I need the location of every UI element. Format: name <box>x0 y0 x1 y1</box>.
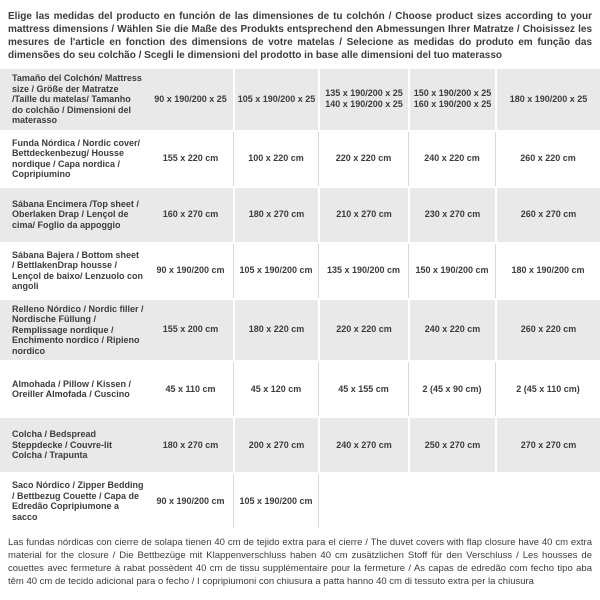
size-value: 210 x 270 cm <box>336 209 392 219</box>
size-value: 180 x 190/200 x 25 <box>509 93 588 104</box>
size-value: 105 x 190/200 cm <box>239 495 313 506</box>
size-cell <box>233 69 318 130</box>
table-row <box>0 474 600 528</box>
size-cell <box>318 132 408 186</box>
size-value: 260 x 270 cm <box>520 209 577 219</box>
size-cell <box>495 418 600 472</box>
row-label: Sábana Encimera /Top sheet / Oberlaken Drap / Lençol de cima/ Foglio da appoggio <box>12 198 139 230</box>
size-value: 2 (45 x 110 cm) <box>516 383 580 394</box>
size-value: 240 x 220 cm <box>424 324 481 335</box>
size-value: 220 x 220 cm <box>335 153 392 163</box>
row-label: Colcha / Bedspread Steppdecke / Couvre-lit Colcha / Trapunta <box>12 429 113 461</box>
size-value: 200 x 270 cm <box>248 439 305 450</box>
row-label: Almohada / Pillow / Kissen / Oreiller Almofada / Cuscino <box>12 378 132 399</box>
size-cell <box>318 362 408 416</box>
size-cell <box>495 362 600 416</box>
row-label: Relleno Nórdico / Nordic filler / Nordische Füllung / Remplissage nordique / Enchimento nordico / Ripieno nordico <box>12 303 144 356</box>
size-value: 260 x 220 cm <box>520 324 577 335</box>
size-cell <box>495 474 600 528</box>
size-value: 270 x 270 cm <box>520 439 577 450</box>
size-value: 155 x 220 cm <box>162 153 219 163</box>
table-row <box>0 69 600 130</box>
size-value: 240 x 270 cm <box>336 439 392 450</box>
table-row <box>0 418 600 472</box>
intro-paragraph: Elige las medidas del producto en función de las dimensiones de tu colchón / Choose product sizes according to your mattress dimensions / Wählen Sie die Maße des Produkts entsprechend den Abmessungen Ihrer Matratze / Choisissez les mesures de l'article en fonction des dimensions de votre matelas / Selecione as medidas do produto em função das dimensões do seu colchão / Scegli le dimensioni del prodotto in base alle dimensioni del tuo materasso <box>8 11 592 61</box>
size-value: 180 x 220 cm <box>248 324 305 335</box>
size-cell <box>318 474 408 528</box>
size-cell <box>233 474 318 528</box>
size-value: 45 x 155 cm <box>338 383 389 394</box>
size-value: 180 x 270 cm <box>162 439 219 450</box>
size-cell <box>408 69 495 130</box>
size-cell <box>148 418 233 472</box>
size-cell <box>148 244 233 298</box>
size-value: 220 x 220 cm <box>336 324 392 335</box>
size-value: 140 x 190/200 x 25 <box>325 99 403 110</box>
size-cell <box>233 418 318 472</box>
size-cell <box>148 188 233 242</box>
size-value: 135 x 190/200 cm <box>326 265 401 275</box>
row-label: Saco Nórdico / Zipper Bedding / Bettbezug Couette / Capa de Edredão Copripiumone a sacco <box>12 480 144 522</box>
size-cell <box>148 362 233 416</box>
footnote-paragraph: Las fundas nórdicas con cierre de solapa tienen 40 cm de tejido extra para el cierre / The duvet covers with flap closure have 40 cm extra material for the closure / Die Bettbezüge mit Klappenverschluss haben 40 cm zusätzlichen Stoff für den Verschluss / Les housses de couettes avec fermeture à rabat possèdent 40 cm de tissu supplémentaire pour la fermeture / As capas de edredão com fecho tipo aba têm 40 cm de tecido adicional para o fecho / I copripiumoni con chiusura a patta hanno 40 cm di tessuto extra per la chiusura <box>8 537 592 587</box>
size-cell <box>148 474 233 528</box>
table-row <box>0 300 600 361</box>
table-row <box>0 362 600 416</box>
table-row <box>0 188 600 242</box>
size-cell <box>495 300 600 361</box>
size-cell <box>233 188 318 242</box>
size-cell <box>495 244 600 298</box>
row-label: Funda Nórdica / Nordic cover/ Bettdeckenbezug/ Housse nordique / Capa nordica / Copripiumino <box>12 137 141 179</box>
size-cell <box>318 69 408 130</box>
row-label: Sábana Bajera / Bottom sheet / BettlakenDrap housse / Lençol de baixo/ Lenzuolo con angoli <box>12 249 144 291</box>
size-cell <box>233 132 318 186</box>
size-value: 180 x 190/200 cm <box>511 265 585 275</box>
size-cell <box>233 362 318 416</box>
size-cell <box>495 132 600 186</box>
size-cell <box>318 244 408 298</box>
size-value: 90 x 190/200 cm <box>156 265 225 275</box>
size-cell <box>148 300 233 361</box>
size-cell <box>408 474 495 528</box>
size-value: 90 x 190/200 cm <box>156 495 225 506</box>
size-value: 250 x 270 cm <box>424 439 481 450</box>
size-cell <box>408 418 495 472</box>
size-cell <box>408 362 495 416</box>
size-table <box>0 69 600 528</box>
size-cell <box>318 300 408 361</box>
size-cell <box>495 188 600 242</box>
size-value: 180 x 270 cm <box>248 209 305 219</box>
size-value: 240 x 220 cm <box>424 153 480 163</box>
size-cell <box>495 69 600 130</box>
size-cell <box>318 188 408 242</box>
size-value: 230 x 270 cm <box>424 209 481 219</box>
size-cell <box>408 244 495 298</box>
size-value: 260 x 220 cm <box>520 153 576 163</box>
table-row <box>0 244 600 298</box>
size-value: 105 x 190/200 x 25 <box>237 93 316 104</box>
row-label: Tamaño del Colchón/ Mattress size / Größe der Matratze /Taille du matelas/ Tamanho do colchão / Dimensioni del materasso <box>12 73 142 125</box>
size-cell <box>233 244 318 298</box>
size-value: 2 (45 x 90 cm) <box>422 383 482 394</box>
size-value: 105 x 190/200 cm <box>239 265 313 275</box>
size-value: 155 x 200 cm <box>162 324 219 335</box>
size-cell <box>233 300 318 361</box>
size-value: 45 x 120 cm <box>250 383 302 394</box>
size-value: 150 x 190/200 x 25 <box>413 88 492 99</box>
size-value: 160 x 270 cm <box>162 209 219 219</box>
size-value: 45 x 110 cm <box>165 383 216 394</box>
size-cell <box>408 300 495 361</box>
size-cell <box>408 132 495 186</box>
size-value: 150 x 190/200 cm <box>415 265 489 275</box>
table-row <box>0 132 600 186</box>
size-value: 90 x 190/200 x 25 <box>154 93 227 104</box>
size-cell <box>148 69 233 130</box>
size-cell <box>408 188 495 242</box>
size-value: 100 x 220 cm <box>248 153 304 163</box>
size-cell <box>318 418 408 472</box>
size-value: 160 x 190/200 x 25 <box>413 99 492 110</box>
size-value: 135 x 190/200 x 25 <box>325 88 403 99</box>
size-cell <box>148 132 233 186</box>
